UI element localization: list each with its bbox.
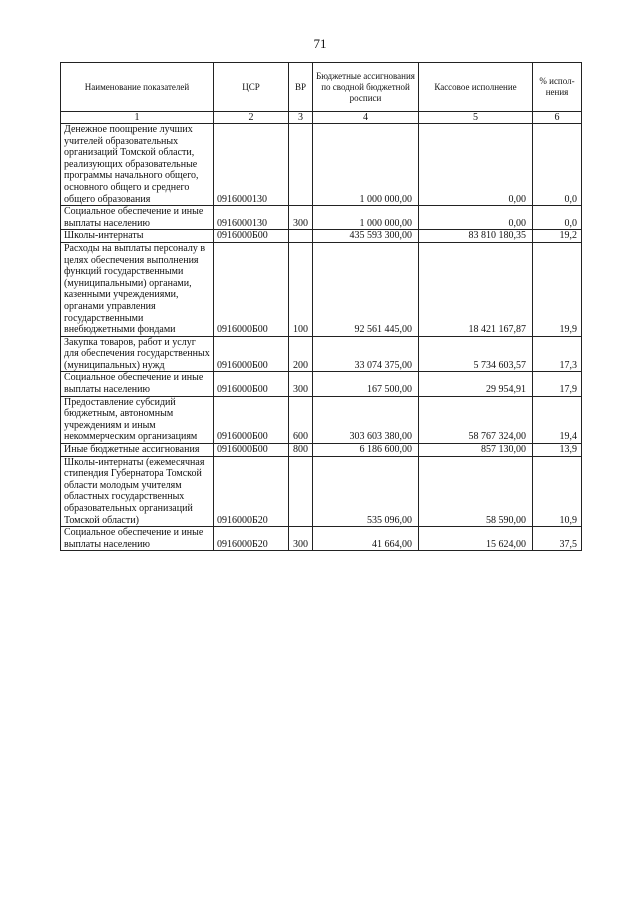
column-number: 1	[61, 112, 214, 124]
table-row	[61, 372, 582, 396]
row-budget: 535 096,00	[313, 456, 419, 527]
row-pct: 0,0	[533, 206, 582, 230]
row-pct: 19,9	[533, 242, 582, 336]
row-name: Школы-интернаты	[61, 230, 214, 243]
row-cash: 83 810 180,35	[419, 230, 533, 243]
row-pct: 17,9	[533, 372, 582, 396]
column-number: 6	[533, 112, 582, 124]
row-cash: 857 130,00	[419, 444, 533, 457]
header-pct: % испол-нения	[533, 63, 582, 112]
table-row	[61, 336, 582, 372]
row-name: Социальное обеспечение и иные выплаты населению	[61, 206, 214, 230]
row-cash: 58 767 324,00	[419, 396, 533, 443]
row-pct: 17,3	[533, 336, 582, 372]
row-csr: 0916000Б20	[214, 456, 289, 527]
row-csr: 0916000Б00	[214, 336, 289, 372]
column-number: 3	[289, 112, 313, 124]
row-vr: 600	[289, 396, 313, 443]
row-cash: 29 954,91	[419, 372, 533, 396]
column-number: 5	[419, 112, 533, 124]
column-number: 2	[214, 112, 289, 124]
header-row	[61, 63, 582, 112]
row-vr: 300	[289, 527, 313, 551]
table-row	[61, 230, 582, 243]
header-cash: Кассовое исполнение	[419, 63, 533, 112]
row-budget: 303 603 380,00	[313, 396, 419, 443]
row-name: Денежное поощрение лучших учителей образовательных организаций Томской области, реализующих образовательные программы начального общего, основного общего и среднего общего образования	[61, 124, 214, 206]
row-cash: 0,00	[419, 206, 533, 230]
row-csr: 0916000130	[214, 206, 289, 230]
row-cash: 5 734 603,57	[419, 336, 533, 372]
row-cash: 58 590,00	[419, 456, 533, 527]
row-name: Школы-интернаты (ежемесячная стипендия Губернатора Томской области молодым учителям областных государственных образовательных организаций Томской области)	[61, 456, 214, 527]
row-csr: 0916000Б00	[214, 372, 289, 396]
row-vr	[289, 456, 313, 527]
row-budget: 6 186 600,00	[313, 444, 419, 457]
row-csr: 0916000Б00	[214, 230, 289, 243]
table-row	[61, 396, 582, 443]
table-row	[61, 444, 582, 457]
row-budget: 1 000 000,00	[313, 124, 419, 206]
row-pct: 10,9	[533, 456, 582, 527]
row-csr: 0916000130	[214, 124, 289, 206]
row-vr: 100	[289, 242, 313, 336]
row-budget: 1 000 000,00	[313, 206, 419, 230]
row-budget: 41 664,00	[313, 527, 419, 551]
column-number: 4	[313, 112, 419, 124]
row-vr	[289, 230, 313, 243]
row-vr: 200	[289, 336, 313, 372]
row-budget: 167 500,00	[313, 372, 419, 396]
table-row	[61, 206, 582, 230]
row-name: Закупка товаров, работ и услуг для обеспечения государственных (муниципальных) нужд	[61, 336, 214, 372]
header-vr: ВР	[289, 63, 313, 112]
table-row	[61, 124, 582, 206]
row-name: Социальное обеспечение и иные выплаты населению	[61, 372, 214, 396]
row-csr: 0916000Б00	[214, 242, 289, 336]
table-row	[61, 242, 582, 336]
row-pct: 37,5	[533, 527, 582, 551]
page-number: 71	[313, 36, 327, 51]
row-csr: 0916000Б00	[214, 396, 289, 443]
header-csr: ЦСР	[214, 63, 289, 112]
row-name: Социальное обеспечение и иные выплаты населению	[61, 527, 214, 551]
row-pct: 19,4	[533, 396, 582, 443]
row-vr: 800	[289, 444, 313, 457]
row-pct: 13,9	[533, 444, 582, 457]
row-cash: 15 624,00	[419, 527, 533, 551]
row-budget: 92 561 445,00	[313, 242, 419, 336]
row-csr: 0916000Б20	[214, 527, 289, 551]
table-row	[61, 527, 582, 551]
row-name: Предоставление субсидий бюджетным, автономным учреждениям и иным некоммерческим организациям	[61, 396, 214, 443]
row-budget: 435 593 300,00	[313, 230, 419, 243]
row-csr: 0916000Б00	[214, 444, 289, 457]
row-cash: 18 421 167,87	[419, 242, 533, 336]
row-name: Иные бюджетные ассигнования	[61, 444, 214, 457]
budget-execution-table	[60, 62, 582, 551]
row-vr: 300	[289, 372, 313, 396]
row-pct: 0,0	[533, 124, 582, 206]
table-row	[61, 456, 582, 527]
header-name: Наименование показателей	[61, 63, 214, 112]
header-budget: Бюджетные ассигнования по сводной бюджетной росписи	[313, 63, 419, 112]
row-name: Расходы на выплаты персоналу в целях обеспечения выполнения функций государственными (муниципальными) органами, казенными учреждениями, органами управления государственными внебюджетными фондами	[61, 242, 214, 336]
row-vr	[289, 124, 313, 206]
row-pct: 19,2	[533, 230, 582, 243]
column-number-row	[61, 112, 582, 124]
row-budget: 33 074 375,00	[313, 336, 419, 372]
row-cash: 0,00	[419, 124, 533, 206]
row-vr: 300	[289, 206, 313, 230]
